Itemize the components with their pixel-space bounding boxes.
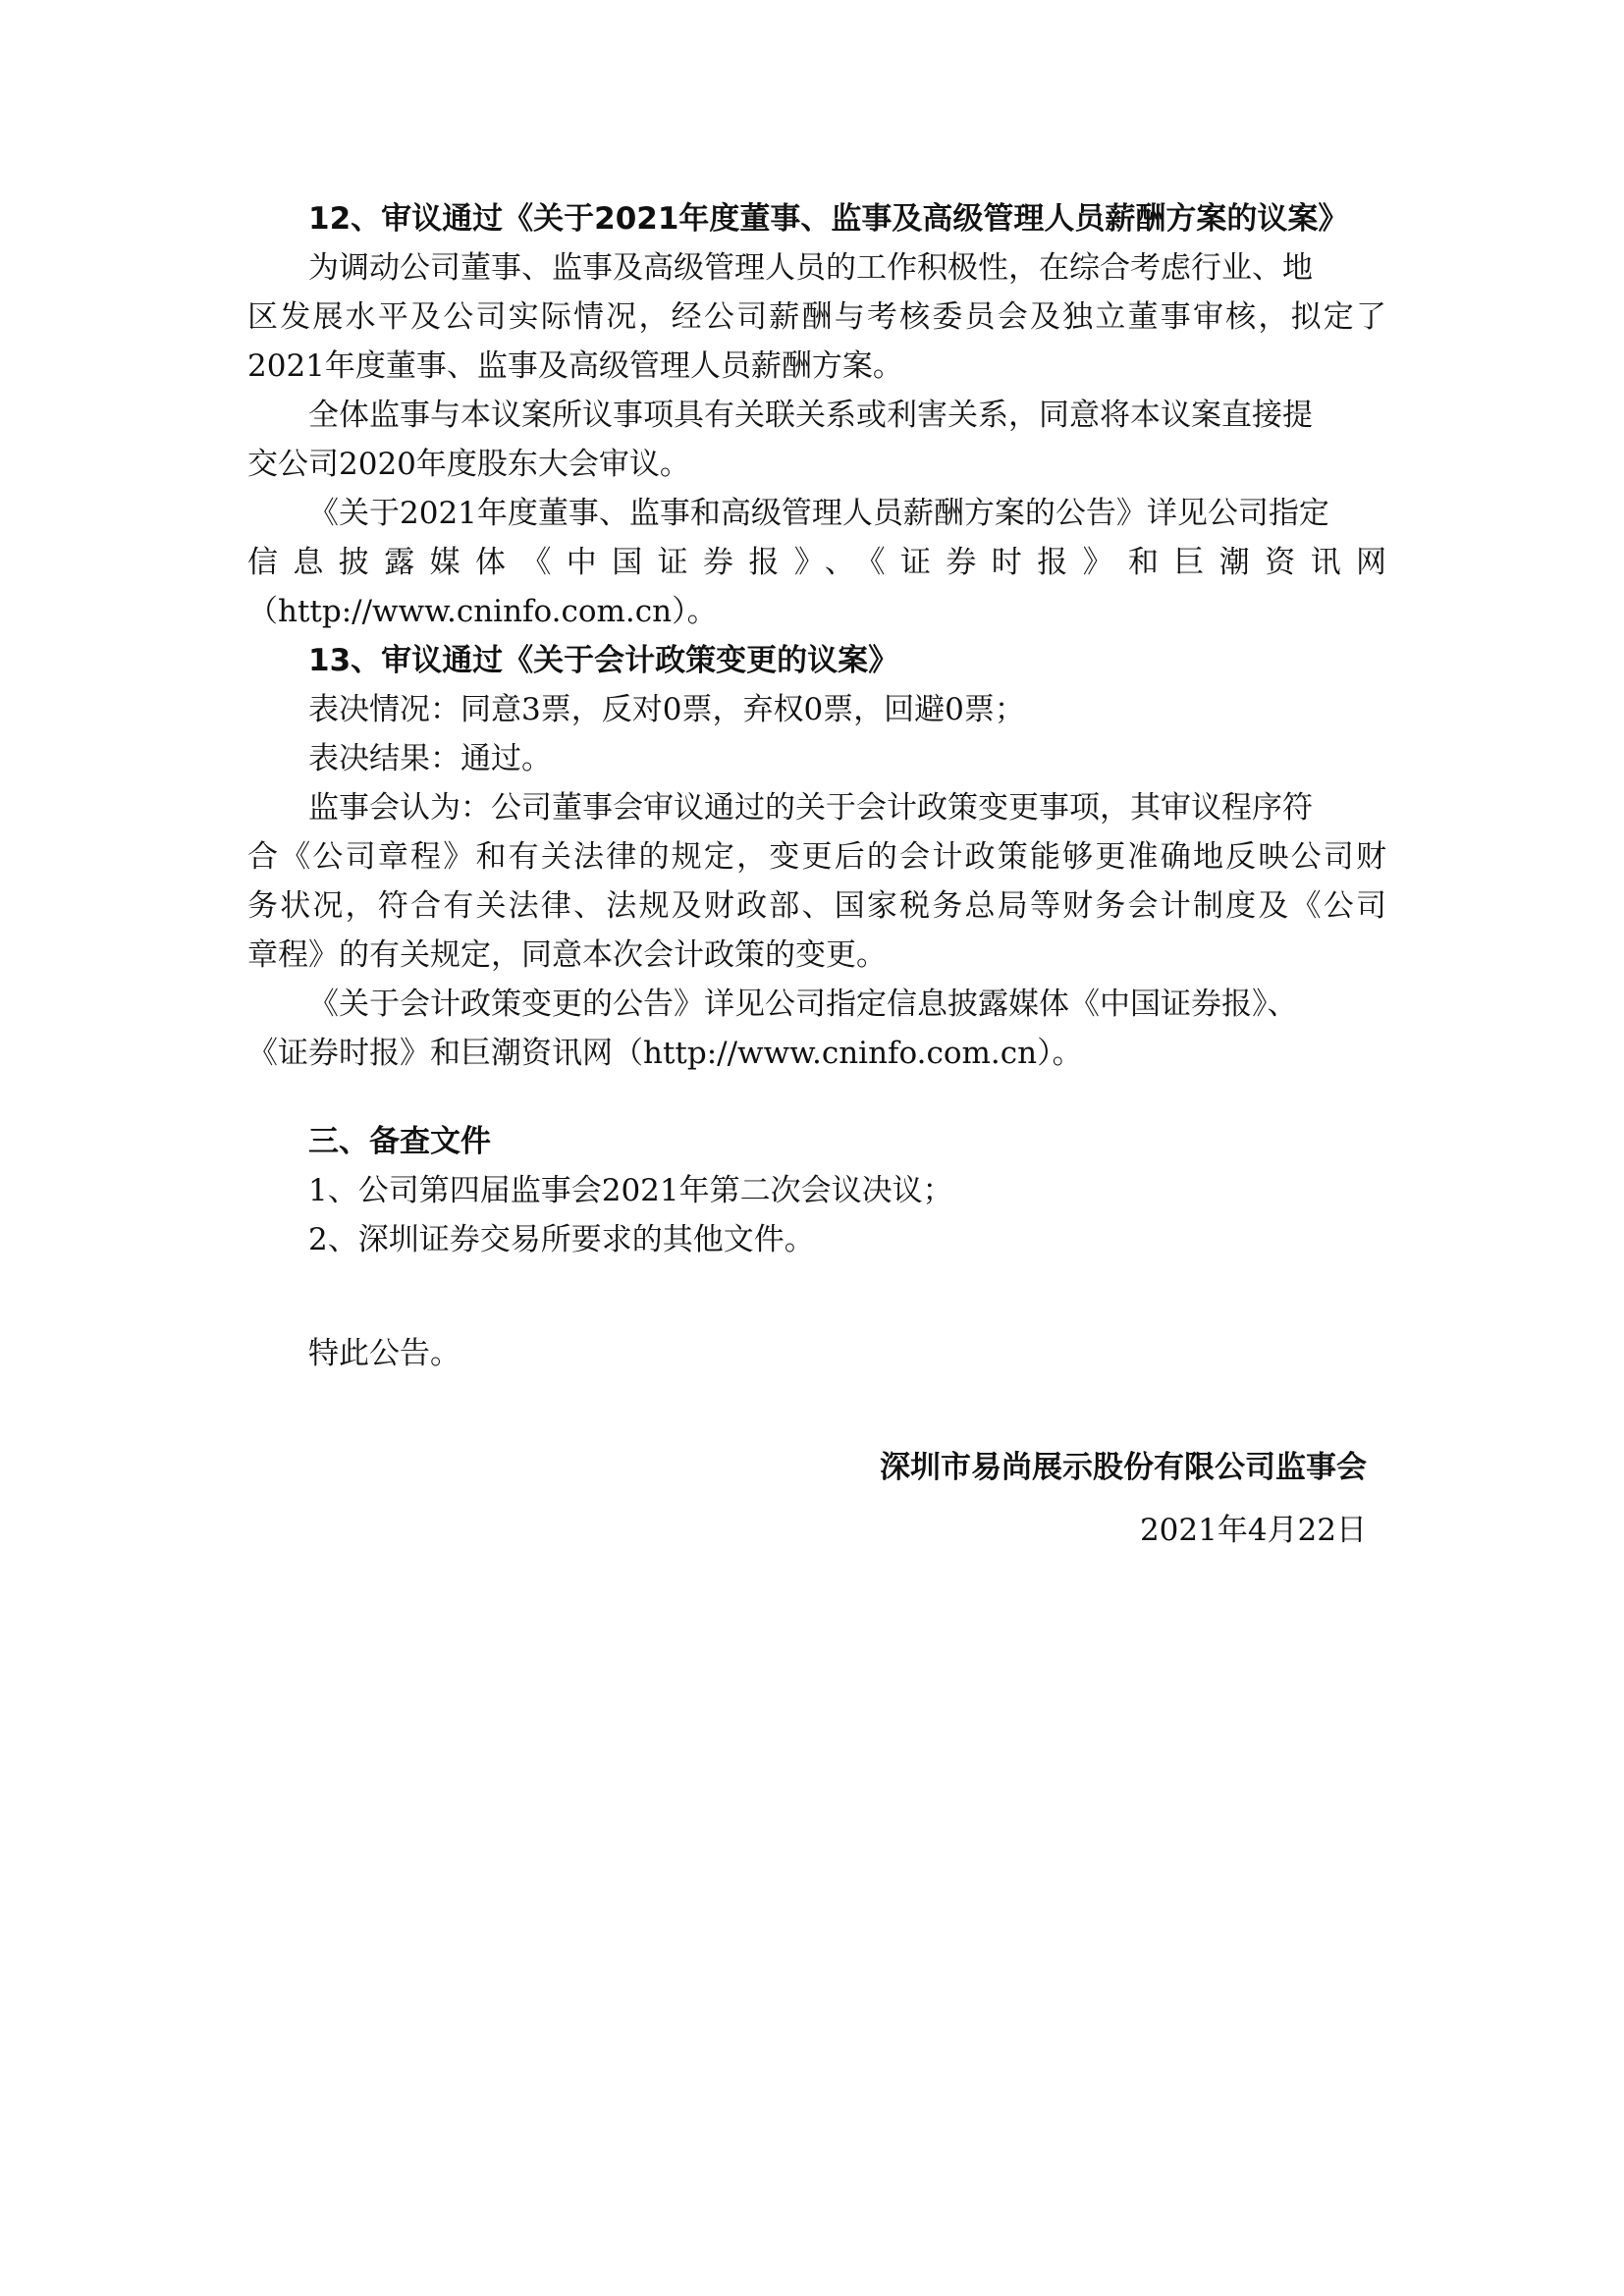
item12-para3-line1: 《关于2021年度董事、监事和高级管理人员薪酬方案的公告》详见公司指定 [308, 496, 1329, 531]
item12-title: 12、审议通过《关于2021年度董事、监事及高级管理人员薪酬方案的议案》 [308, 201, 1349, 237]
item13-opinion-line4: 章程》的有关规定，同意本次会计政策的变更。 [247, 937, 887, 973]
spacer [247, 1492, 1386, 1506]
signature-org: 深圳市易尚展示股份有限公司监事会 [880, 1450, 1367, 1485]
signature-date: 2021年4月22日 [1139, 1513, 1367, 1548]
item13-notice-line1: 《关于会计政策变更的公告》详见公司指定信息披露媒体《中国证券报》、 [308, 987, 1298, 1022]
item13-result: 表决结果：通过。 [308, 741, 552, 776]
item12-para1-line2: 区发展水平及公司实际情况，经公司薪酬与考核委员会及独立董事审核，拟定了 [247, 299, 1386, 335]
item12-para3-line2: 信息披露媒体《中国证券报》、《证券时报》和巨潮资讯网 [247, 545, 1386, 580]
section3-item-2: 2、深圳证券交易所要求的其他文件。 [308, 1222, 815, 1257]
spacer [247, 1378, 1386, 1443]
item12-para1-line1: 为调动公司董事、监事及高级管理人员的工作积极性，在综合考虑行业、地 [308, 250, 1313, 286]
item13-opinion-line3: 务状况，符合有关法律、法规及财政部、国家税务总局等财务会计制度及《公司 [247, 888, 1386, 924]
item13-opinion-line2: 合《公司章程》和有关法律的规定，变更后的会计政策能够更准确地反映公司财 [247, 839, 1386, 875]
item13-title: 13、审议通过《关于会计政策变更的议案》 [308, 643, 899, 678]
item12-para2-line1: 全体监事与本议案所议事项具有关联关系或利害关系，同意将本议案直接提 [308, 398, 1313, 433]
item12-para1-line3: 2021年度董事、监事及高级管理人员薪酬方案。 [247, 348, 903, 384]
item13-notice-line2: 《证券时报》和巨潮资讯网（http://www.cninfo.com.cn）。 [247, 1036, 1083, 1071]
document-page [247, 194, 1386, 1555]
item12-para3-line3: （http://www.cninfo.com.cn）。 [247, 594, 718, 629]
section3-title: 三、备查文件 [308, 1124, 491, 1159]
spacer [247, 1078, 1386, 1117]
closing-text: 特此公告。 [308, 1336, 460, 1371]
spacer [247, 1264, 1386, 1329]
item12-para2-line2: 交公司2020年度股东大会审议。 [247, 447, 690, 482]
item13-opinion-line1: 监事会认为：公司董事会审议通过的关于会计政策变更事项，其审议程序符 [308, 790, 1313, 826]
section3-item-1: 1、公司第四届监事会2021年第二次会议决议； [308, 1173, 953, 1208]
item13-vote: 表决情况：同意3票，反对0票，弃权0票，回避0票； [308, 692, 1025, 727]
